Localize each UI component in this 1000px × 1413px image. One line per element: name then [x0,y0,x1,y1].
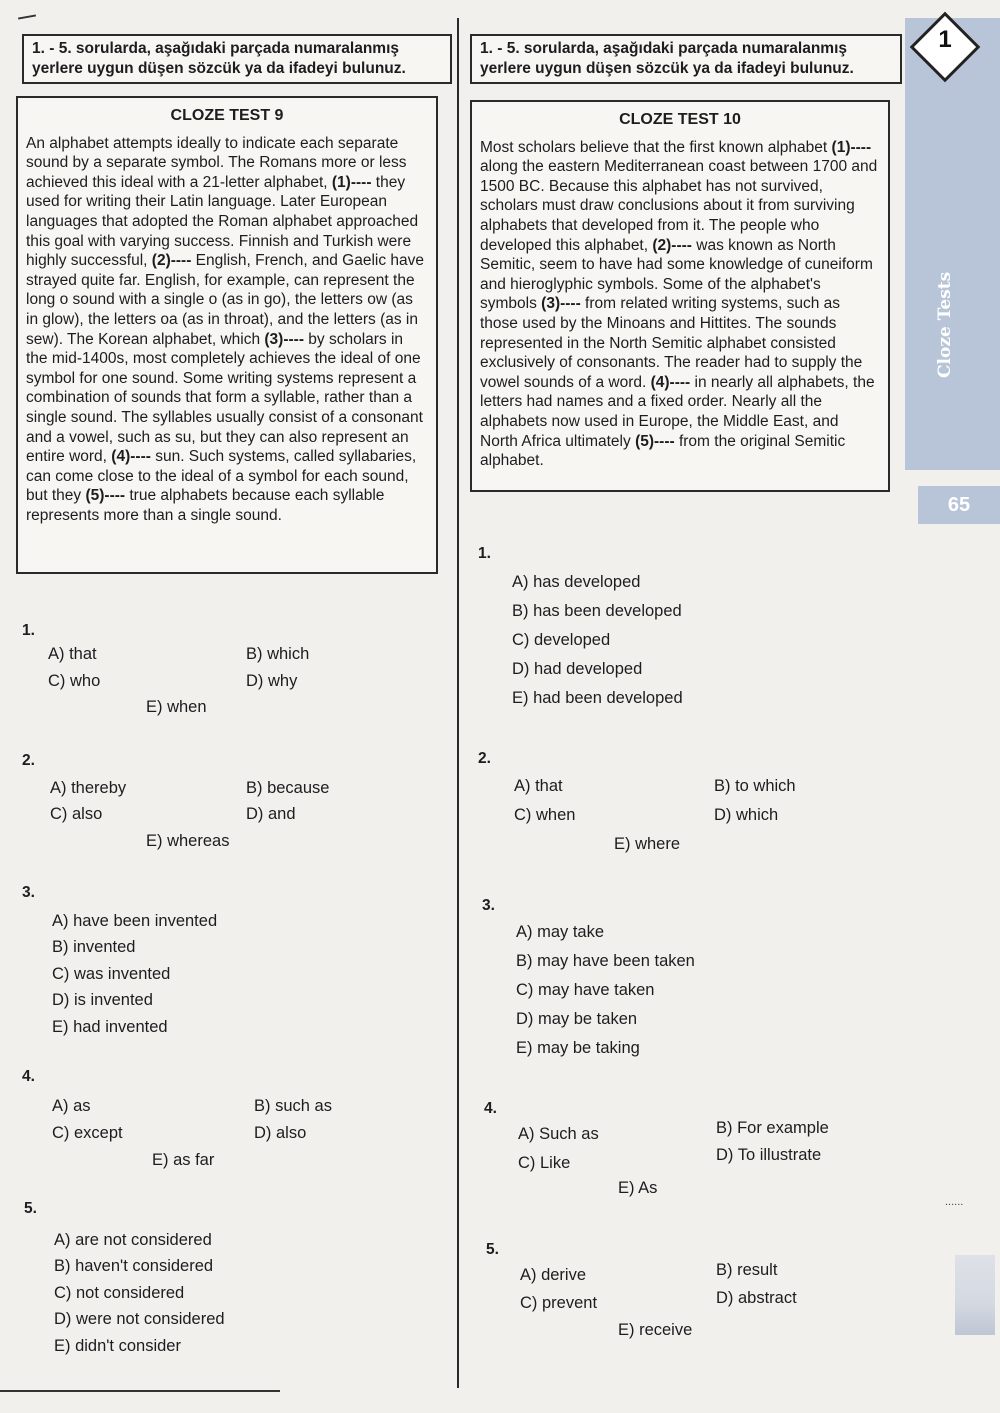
question-number: 1. [22,622,35,639]
cloze-test-10-title: CLOZE TEST 10 [619,111,741,128]
question-number: 4. [484,1100,497,1117]
answer-option[interactable]: D) had developed [512,660,643,678]
blank-5: (5)---- [635,432,675,450]
answer-option[interactable]: C) also [50,805,103,823]
answer-option[interactable]: E) didn't consider [54,1337,181,1355]
answer-option[interactable]: A) as [52,1097,91,1115]
edge-decoration [955,1255,995,1335]
answer-option[interactable]: E) had been developed [512,689,683,707]
answer-option[interactable]: D) To illustrate [716,1146,822,1164]
answer-option[interactable]: B) to which [714,777,796,795]
answer-option[interactable]: A) that [514,777,563,795]
unit-badge-number: 1 [938,26,952,53]
answer-option[interactable]: C) who [48,672,101,690]
answer-option[interactable]: D) which [714,806,779,824]
answer-option[interactable]: E) whereas [146,832,230,850]
answer-option[interactable]: A) Such as [518,1125,599,1143]
cloze-test-9-title: CLOZE TEST 9 [170,107,284,124]
question-number: 3. [22,884,35,901]
answer-option[interactable]: D) may be taken [516,1010,638,1028]
answer-option[interactable]: E) receive [618,1321,693,1339]
section-tab-label: Cloze Tests [935,271,955,378]
cloze-test-10-text: Most scholars believe that the first known alphabet (1)---- along the eastern Mediterranean coast between 1700 and 1500 BC. Because this alphabet has not survived, scholars must draw conclusions about it from surviving alphabets that developed from it. The people who developed this alphabet, (2)---- was known as North Semitic, seem to have had some knowledge of cuneiform and hieroglyphic symbols. Some of the alphabet's symbols (3)---- from related writing systems, such as those used by the Minoans and Hittites. The sounds represented in the North Semitic alphabet consisted exclusively of consonants. The reader had to supply the vowel sounds of a word. (4)---- in nearly all alphabets, the letters had names and a fixed order. Nearly all the alphabets now used in Europe, the Middle East, and North Africa ultimately (5)---- from the original Semitic alphabet. [480,138,878,470]
answer-option[interactable]: E) had invented [52,1018,168,1036]
answer-option[interactable]: D) is invented [52,991,153,1009]
blank-1: (1)---- [831,138,872,156]
blank-3: (3)---- [541,295,581,313]
cloze-test-9-passage [16,96,438,574]
answer-option[interactable]: D) why [246,672,298,690]
page-number: 65 [918,486,1000,524]
answer-option[interactable]: B) because [246,779,330,797]
blank-1: (1)---- [331,173,372,191]
answer-option[interactable]: E) when [146,698,207,716]
edge-dots: ...... [945,1196,964,1208]
answer-option[interactable]: C) developed [512,631,611,649]
answer-option[interactable]: D) and [246,805,296,823]
answer-option[interactable]: B) such as [254,1097,332,1115]
answer-option[interactable]: D) abstract [716,1289,797,1307]
answer-option[interactable]: D) were not considered [54,1310,225,1328]
question-number: 3. [482,897,495,914]
answer-option[interactable]: C) was invented [52,965,171,983]
question-number: 2. [478,750,491,767]
answer-option[interactable]: B) may have been taken [516,952,695,970]
question-number: 4. [22,1068,35,1085]
answer-option[interactable]: C) prevent [520,1294,598,1312]
instruction-left: 1. - 5. sorularda, aşağıdaki parçada numaralanmış yerlere uygun düşen sözcük ya da ifadeyi bulunuz. [22,34,452,84]
question-number: 5. [24,1200,37,1217]
answer-option[interactable]: B) haven't considered [54,1257,214,1275]
answer-option[interactable]: C) may have taken [516,981,655,999]
instruction-right: 1. - 5. sorularda, aşağıdaki parçada numaralanmış yerlere uygun düşen sözcük ya da ifadeyi bulunuz. [470,34,902,84]
answer-option[interactable]: A) may take [516,923,605,941]
question-number: 5. [486,1241,499,1258]
answer-option[interactable]: B) has been developed [512,602,682,620]
answer-option[interactable]: B) which [246,645,310,663]
answer-option[interactable]: C) except [52,1124,123,1142]
column-divider [457,18,459,1388]
answer-option[interactable]: B) For example [716,1119,829,1137]
answer-option[interactable]: A) thereby [50,779,127,797]
blank-5: (5)---- [85,487,126,505]
cloze-test-9-text: An alphabet attempts ideally to indicate each separate sound by a separate symbol. The Romans more or less achieved this ideal with a 21-letter alphabet, (1)---- they used for writing their Latin language. Later European languages that adopted the Roman alphabet approached this goal with varying success. Finnish and Turkish were highly successful, (2)---- English, French, and Gaelic have strayed quite far. English, for example, can represent the long o sound with a single o (as in go), the letters ow (as in glow), the letters oa (as in throat), and the letters (as in sew). The Korean alphabet, which (3)---- by scholars in the mid-1400s, most completely achieves the ideal of one symbol for one sound. Some writing systems represent a combination of sounds that form a syllable, rather than a single sound. The syllables usually consist of a consonant and a vowel, such as su, but they can also represent an entire word, (4)---- sun. Such systems, called syllabaries, can come close to the ideal of a symbol for each sound, but they (5)---- true alphabets because each syllable represents more than a single sound. [26,134,425,524]
answer-option[interactable]: C) Like [518,1154,571,1172]
answer-option[interactable]: E) where [614,835,681,853]
question-number: 1. [478,545,491,562]
answer-option[interactable]: C) not considered [54,1284,185,1302]
blank-2: (2)---- [151,252,192,270]
blank-3: (3)---- [264,330,304,348]
section-side-tab [905,18,1000,470]
answer-option[interactable]: A) have been invented [52,912,218,930]
blank-4: (4)---- [650,373,691,391]
answer-option[interactable]: D) also [254,1124,307,1142]
answer-option[interactable]: C) when [514,806,576,824]
bottom-rule [0,1390,280,1392]
answer-option[interactable]: A) are not considered [54,1231,212,1249]
answer-option[interactable]: E) as far [152,1151,215,1169]
blank-2: (2)---- [652,236,692,254]
blank-4: (4)---- [111,448,151,466]
answer-option[interactable]: B) invented [52,938,136,956]
answer-option[interactable]: E) may be taking [516,1039,640,1057]
corner-mark [18,14,36,19]
answer-option[interactable]: A) has developed [512,573,641,591]
cloze-test-10-passage [470,100,890,492]
answer-option[interactable]: E) As [618,1179,658,1197]
question-number: 2. [22,752,35,769]
answer-option[interactable]: A) that [48,645,97,663]
answer-option[interactable]: A) derive [520,1266,587,1284]
answer-option[interactable]: B) result [716,1261,778,1279]
